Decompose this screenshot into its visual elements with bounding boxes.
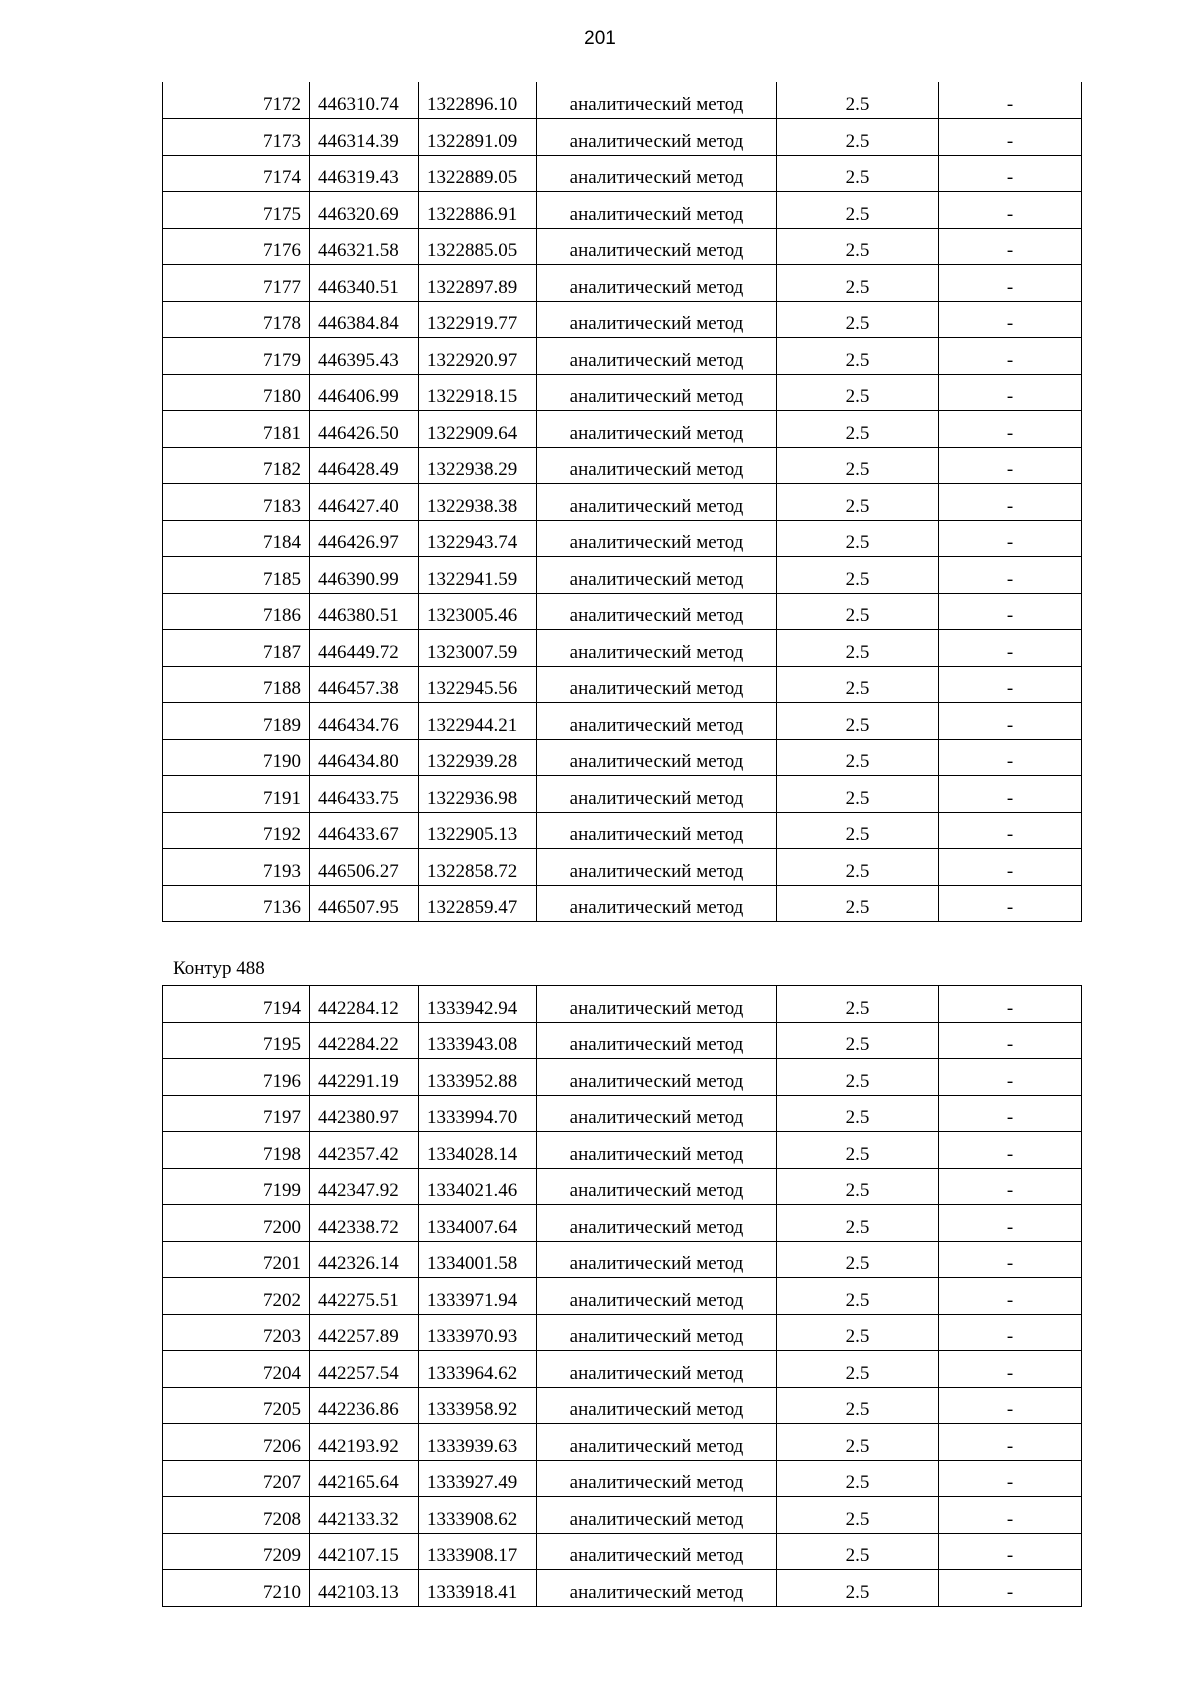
accuracy-cell: 2.5 bbox=[777, 374, 939, 411]
table-row bbox=[163, 849, 1082, 886]
point-number-cell: 7210 bbox=[163, 1570, 310, 1607]
point-number-cell: 7190 bbox=[163, 739, 310, 776]
accuracy-cell: 2.5 bbox=[777, 1132, 939, 1169]
accuracy-cell: 2.5 bbox=[777, 155, 939, 192]
x-coordinate-cell: 446457.38 bbox=[310, 666, 419, 703]
x-coordinate-cell: 442291.19 bbox=[310, 1059, 419, 1096]
x-coordinate-cell: 442380.97 bbox=[310, 1095, 419, 1132]
method-cell: аналитический метод bbox=[537, 1497, 777, 1534]
x-coordinate-cell: 446506.27 bbox=[310, 849, 419, 886]
accuracy-cell: 2.5 bbox=[777, 1278, 939, 1315]
table-row bbox=[163, 338, 1082, 375]
accuracy-cell: 2.5 bbox=[777, 1095, 939, 1132]
x-coordinate-cell: 446319.43 bbox=[310, 155, 419, 192]
method-cell: аналитический метод bbox=[537, 1460, 777, 1497]
x-coordinate-cell: 446384.84 bbox=[310, 301, 419, 338]
y-coordinate-cell: 1333970.93 bbox=[419, 1314, 537, 1351]
description-cell: - bbox=[939, 1387, 1082, 1424]
point-number-cell: 7195 bbox=[163, 1022, 310, 1059]
point-number-cell: 7185 bbox=[163, 557, 310, 594]
accuracy-cell: 2.5 bbox=[777, 228, 939, 265]
description-cell: - bbox=[939, 986, 1082, 1023]
x-coordinate-cell: 446449.72 bbox=[310, 630, 419, 667]
point-number-cell: 7198 bbox=[163, 1132, 310, 1169]
accuracy-cell: 2.5 bbox=[777, 520, 939, 557]
accuracy-cell: 2.5 bbox=[777, 593, 939, 630]
y-coordinate-cell: 1333971.94 bbox=[419, 1278, 537, 1315]
y-coordinate-cell: 1322936.98 bbox=[419, 776, 537, 813]
table-row bbox=[163, 119, 1082, 156]
y-coordinate-cell: 1322938.29 bbox=[419, 447, 537, 484]
point-number-cell: 7199 bbox=[163, 1168, 310, 1205]
accuracy-cell: 2.5 bbox=[777, 630, 939, 667]
y-coordinate-cell: 1333942.94 bbox=[419, 986, 537, 1023]
description-cell: - bbox=[939, 1095, 1082, 1132]
table-row bbox=[163, 1168, 1082, 1205]
point-number-cell: 7191 bbox=[163, 776, 310, 813]
y-coordinate-cell: 1322919.77 bbox=[419, 301, 537, 338]
description-cell: - bbox=[939, 1278, 1082, 1315]
description-cell: - bbox=[939, 885, 1082, 922]
table-row bbox=[163, 192, 1082, 229]
x-coordinate-cell: 446320.69 bbox=[310, 192, 419, 229]
method-cell: аналитический метод bbox=[537, 82, 777, 119]
x-coordinate-cell: 442236.86 bbox=[310, 1387, 419, 1424]
accuracy-cell: 2.5 bbox=[777, 411, 939, 448]
point-number-cell: 7205 bbox=[163, 1387, 310, 1424]
description-cell: - bbox=[939, 1497, 1082, 1534]
method-cell: аналитический метод bbox=[537, 119, 777, 156]
x-coordinate-cell: 442107.15 bbox=[310, 1533, 419, 1570]
table-row bbox=[163, 1241, 1082, 1278]
accuracy-cell: 2.5 bbox=[777, 338, 939, 375]
accuracy-cell: 2.5 bbox=[777, 301, 939, 338]
description-cell: - bbox=[939, 1205, 1082, 1242]
y-coordinate-cell: 1322909.64 bbox=[419, 411, 537, 448]
table-row bbox=[163, 1314, 1082, 1351]
y-coordinate-cell: 1334021.46 bbox=[419, 1168, 537, 1205]
x-coordinate-cell: 446426.97 bbox=[310, 520, 419, 557]
description-cell: - bbox=[939, 1059, 1082, 1096]
point-number-cell: 7193 bbox=[163, 849, 310, 886]
y-coordinate-cell: 1322858.72 bbox=[419, 849, 537, 886]
y-coordinate-cell: 1322886.91 bbox=[419, 192, 537, 229]
point-number-cell: 7203 bbox=[163, 1314, 310, 1351]
table-row bbox=[163, 520, 1082, 557]
accuracy-cell: 2.5 bbox=[777, 1570, 939, 1607]
method-cell: аналитический метод bbox=[537, 703, 777, 740]
x-coordinate-cell: 446427.40 bbox=[310, 484, 419, 521]
description-cell: - bbox=[939, 1351, 1082, 1388]
accuracy-cell: 2.5 bbox=[777, 1351, 939, 1388]
method-cell: аналитический метод bbox=[537, 374, 777, 411]
x-coordinate-cell: 446507.95 bbox=[310, 885, 419, 922]
table-row bbox=[163, 447, 1082, 484]
y-coordinate-cell: 1333958.92 bbox=[419, 1387, 537, 1424]
table-row bbox=[163, 228, 1082, 265]
table-row bbox=[163, 484, 1082, 521]
method-cell: аналитический метод bbox=[537, 192, 777, 229]
point-number-cell: 7179 bbox=[163, 338, 310, 375]
point-number-cell: 7186 bbox=[163, 593, 310, 630]
point-number-cell: 7204 bbox=[163, 1351, 310, 1388]
table-row bbox=[163, 301, 1082, 338]
x-coordinate-cell: 442284.22 bbox=[310, 1022, 419, 1059]
description-cell: - bbox=[939, 1132, 1082, 1169]
table-row bbox=[163, 1424, 1082, 1461]
accuracy-cell: 2.5 bbox=[777, 1424, 939, 1461]
description-cell: - bbox=[939, 776, 1082, 813]
description-cell: - bbox=[939, 557, 1082, 594]
x-coordinate-cell: 446390.99 bbox=[310, 557, 419, 594]
table-row bbox=[163, 885, 1082, 922]
accuracy-cell: 2.5 bbox=[777, 1168, 939, 1205]
method-cell: аналитический метод bbox=[537, 155, 777, 192]
point-number-cell: 7201 bbox=[163, 1241, 310, 1278]
x-coordinate-cell: 442347.92 bbox=[310, 1168, 419, 1205]
table-row bbox=[163, 1351, 1082, 1388]
point-number-cell: 7173 bbox=[163, 119, 310, 156]
table-row bbox=[163, 1205, 1082, 1242]
x-coordinate-cell: 446380.51 bbox=[310, 593, 419, 630]
description-cell: - bbox=[939, 1022, 1082, 1059]
accuracy-cell: 2.5 bbox=[777, 1533, 939, 1570]
y-coordinate-cell: 1322918.15 bbox=[419, 374, 537, 411]
table-row bbox=[163, 1022, 1082, 1059]
method-cell: аналитический метод bbox=[537, 1424, 777, 1461]
table-row bbox=[163, 1460, 1082, 1497]
accuracy-cell: 2.5 bbox=[777, 666, 939, 703]
table-row bbox=[163, 1533, 1082, 1570]
method-cell: аналитический метод bbox=[537, 812, 777, 849]
y-coordinate-cell: 1333952.88 bbox=[419, 1059, 537, 1096]
method-cell: аналитический метод bbox=[537, 301, 777, 338]
point-number-cell: 7175 bbox=[163, 192, 310, 229]
x-coordinate-cell: 442193.92 bbox=[310, 1424, 419, 1461]
point-number-cell: 7182 bbox=[163, 447, 310, 484]
description-cell: - bbox=[939, 1241, 1082, 1278]
table-row bbox=[163, 1387, 1082, 1424]
point-number-cell: 7200 bbox=[163, 1205, 310, 1242]
method-cell: аналитический метод bbox=[537, 1387, 777, 1424]
table-row bbox=[163, 1132, 1082, 1169]
x-coordinate-cell: 446426.50 bbox=[310, 411, 419, 448]
point-number-cell: 7172 bbox=[163, 82, 310, 119]
y-coordinate-cell: 1322920.97 bbox=[419, 338, 537, 375]
point-number-cell: 7180 bbox=[163, 374, 310, 411]
point-number-cell: 7176 bbox=[163, 228, 310, 265]
description-cell: - bbox=[939, 192, 1082, 229]
y-coordinate-cell: 1322885.05 bbox=[419, 228, 537, 265]
table-row bbox=[163, 739, 1082, 776]
method-cell: аналитический метод bbox=[537, 1351, 777, 1388]
x-coordinate-cell: 446428.49 bbox=[310, 447, 419, 484]
accuracy-cell: 2.5 bbox=[777, 1497, 939, 1534]
method-cell: аналитический метод bbox=[537, 1022, 777, 1059]
section-label-contour-488: Контур 488 bbox=[173, 958, 265, 979]
table-row bbox=[163, 1497, 1082, 1534]
accuracy-cell: 2.5 bbox=[777, 1022, 939, 1059]
y-coordinate-cell: 1322891.09 bbox=[419, 119, 537, 156]
method-cell: аналитический метод bbox=[537, 885, 777, 922]
y-coordinate-cell: 1334007.64 bbox=[419, 1205, 537, 1242]
point-number-cell: 7196 bbox=[163, 1059, 310, 1096]
y-coordinate-cell: 1333943.08 bbox=[419, 1022, 537, 1059]
x-coordinate-cell: 442257.54 bbox=[310, 1351, 419, 1388]
x-coordinate-cell: 442284.12 bbox=[310, 986, 419, 1023]
point-number-cell: 7136 bbox=[163, 885, 310, 922]
description-cell: - bbox=[939, 484, 1082, 521]
table-row bbox=[163, 1059, 1082, 1096]
x-coordinate-cell: 446433.75 bbox=[310, 776, 419, 813]
description-cell: - bbox=[939, 739, 1082, 776]
description-cell: - bbox=[939, 265, 1082, 302]
table-row bbox=[163, 1278, 1082, 1315]
point-number-cell: 7187 bbox=[163, 630, 310, 667]
accuracy-cell: 2.5 bbox=[777, 986, 939, 1023]
y-coordinate-cell: 1334028.14 bbox=[419, 1132, 537, 1169]
accuracy-cell: 2.5 bbox=[777, 192, 939, 229]
method-cell: аналитический метод bbox=[537, 1168, 777, 1205]
method-cell: аналитический метод bbox=[537, 1059, 777, 1096]
table-row bbox=[163, 666, 1082, 703]
method-cell: аналитический метод bbox=[537, 411, 777, 448]
description-cell: - bbox=[939, 411, 1082, 448]
x-coordinate-cell: 446395.43 bbox=[310, 338, 419, 375]
accuracy-cell: 2.5 bbox=[777, 1314, 939, 1351]
description-cell: - bbox=[939, 630, 1082, 667]
accuracy-cell: 2.5 bbox=[777, 447, 939, 484]
table-row bbox=[163, 703, 1082, 740]
method-cell: аналитический метод bbox=[537, 557, 777, 594]
description-cell: - bbox=[939, 1570, 1082, 1607]
accuracy-cell: 2.5 bbox=[777, 119, 939, 156]
page-number: 201 bbox=[584, 28, 616, 49]
accuracy-cell: 2.5 bbox=[777, 703, 939, 740]
description-cell: - bbox=[939, 119, 1082, 156]
y-coordinate-cell: 1334001.58 bbox=[419, 1241, 537, 1278]
method-cell: аналитический метод bbox=[537, 849, 777, 886]
x-coordinate-cell: 442257.89 bbox=[310, 1314, 419, 1351]
description-cell: - bbox=[939, 812, 1082, 849]
description-cell: - bbox=[939, 666, 1082, 703]
y-coordinate-cell: 1322859.47 bbox=[419, 885, 537, 922]
table-row bbox=[163, 374, 1082, 411]
x-coordinate-cell: 442275.51 bbox=[310, 1278, 419, 1315]
description-cell: - bbox=[939, 301, 1082, 338]
y-coordinate-cell: 1323007.59 bbox=[419, 630, 537, 667]
y-coordinate-cell: 1333908.62 bbox=[419, 1497, 537, 1534]
description-cell: - bbox=[939, 1168, 1082, 1205]
method-cell: аналитический метод bbox=[537, 228, 777, 265]
point-number-cell: 7188 bbox=[163, 666, 310, 703]
description-cell: - bbox=[939, 1533, 1082, 1570]
table-row bbox=[163, 812, 1082, 849]
accuracy-cell: 2.5 bbox=[777, 1460, 939, 1497]
description-cell: - bbox=[939, 849, 1082, 886]
point-number-cell: 7207 bbox=[163, 1460, 310, 1497]
x-coordinate-cell: 442326.14 bbox=[310, 1241, 419, 1278]
x-coordinate-cell: 442103.13 bbox=[310, 1570, 419, 1607]
x-coordinate-cell: 446340.51 bbox=[310, 265, 419, 302]
y-coordinate-cell: 1322938.38 bbox=[419, 484, 537, 521]
description-cell: - bbox=[939, 520, 1082, 557]
description-cell: - bbox=[939, 1460, 1082, 1497]
y-coordinate-cell: 1322939.28 bbox=[419, 739, 537, 776]
coordinates-table-contour-488 bbox=[162, 985, 1082, 1607]
table-row bbox=[163, 411, 1082, 448]
method-cell: аналитический метод bbox=[537, 484, 777, 521]
x-coordinate-cell: 446434.76 bbox=[310, 703, 419, 740]
method-cell: аналитический метод bbox=[537, 1570, 777, 1607]
description-cell: - bbox=[939, 338, 1082, 375]
description-cell: - bbox=[939, 447, 1082, 484]
accuracy-cell: 2.5 bbox=[777, 557, 939, 594]
point-number-cell: 7209 bbox=[163, 1533, 310, 1570]
accuracy-cell: 2.5 bbox=[777, 812, 939, 849]
method-cell: аналитический метод bbox=[537, 520, 777, 557]
table-row bbox=[163, 630, 1082, 667]
x-coordinate-cell: 446406.99 bbox=[310, 374, 419, 411]
point-number-cell: 7174 bbox=[163, 155, 310, 192]
description-cell: - bbox=[939, 155, 1082, 192]
point-number-cell: 7178 bbox=[163, 301, 310, 338]
y-coordinate-cell: 1322941.59 bbox=[419, 557, 537, 594]
method-cell: аналитический метод bbox=[537, 666, 777, 703]
description-cell: - bbox=[939, 703, 1082, 740]
description-cell: - bbox=[939, 228, 1082, 265]
coordinates-table-continued bbox=[162, 82, 1082, 922]
method-cell: аналитический метод bbox=[537, 1533, 777, 1570]
accuracy-cell: 2.5 bbox=[777, 776, 939, 813]
point-number-cell: 7189 bbox=[163, 703, 310, 740]
method-cell: аналитический метод bbox=[537, 630, 777, 667]
method-cell: аналитический метод bbox=[537, 447, 777, 484]
y-coordinate-cell: 1322889.05 bbox=[419, 155, 537, 192]
accuracy-cell: 2.5 bbox=[777, 885, 939, 922]
accuracy-cell: 2.5 bbox=[777, 849, 939, 886]
table-row bbox=[163, 82, 1082, 119]
y-coordinate-cell: 1333994.70 bbox=[419, 1095, 537, 1132]
y-coordinate-cell: 1333908.17 bbox=[419, 1533, 537, 1570]
point-number-cell: 7202 bbox=[163, 1278, 310, 1315]
y-coordinate-cell: 1333939.63 bbox=[419, 1424, 537, 1461]
method-cell: аналитический метод bbox=[537, 338, 777, 375]
table-row bbox=[163, 1095, 1082, 1132]
method-cell: аналитический метод bbox=[537, 1132, 777, 1169]
accuracy-cell: 2.5 bbox=[777, 484, 939, 521]
x-coordinate-cell: 446433.67 bbox=[310, 812, 419, 849]
point-number-cell: 7197 bbox=[163, 1095, 310, 1132]
y-coordinate-cell: 1333918.41 bbox=[419, 1570, 537, 1607]
point-number-cell: 7192 bbox=[163, 812, 310, 849]
table-row bbox=[163, 1570, 1082, 1607]
method-cell: аналитический метод bbox=[537, 1278, 777, 1315]
y-coordinate-cell: 1322897.89 bbox=[419, 265, 537, 302]
table-row bbox=[163, 557, 1082, 594]
y-coordinate-cell: 1323005.46 bbox=[419, 593, 537, 630]
method-cell: аналитический метод bbox=[537, 593, 777, 630]
method-cell: аналитический метод bbox=[537, 265, 777, 302]
point-number-cell: 7194 bbox=[163, 986, 310, 1023]
method-cell: аналитический метод bbox=[537, 776, 777, 813]
x-coordinate-cell: 446310.74 bbox=[310, 82, 419, 119]
x-coordinate-cell: 442133.32 bbox=[310, 1497, 419, 1534]
x-coordinate-cell: 446314.39 bbox=[310, 119, 419, 156]
y-coordinate-cell: 1322944.21 bbox=[419, 703, 537, 740]
accuracy-cell: 2.5 bbox=[777, 265, 939, 302]
description-cell: - bbox=[939, 82, 1082, 119]
y-coordinate-cell: 1322945.56 bbox=[419, 666, 537, 703]
point-number-cell: 7206 bbox=[163, 1424, 310, 1461]
accuracy-cell: 2.5 bbox=[777, 1241, 939, 1278]
y-coordinate-cell: 1322905.13 bbox=[419, 812, 537, 849]
description-cell: - bbox=[939, 593, 1082, 630]
x-coordinate-cell: 446434.80 bbox=[310, 739, 419, 776]
method-cell: аналитический метод bbox=[537, 1205, 777, 1242]
y-coordinate-cell: 1322896.10 bbox=[419, 82, 537, 119]
accuracy-cell: 2.5 bbox=[777, 739, 939, 776]
accuracy-cell: 2.5 bbox=[777, 1059, 939, 1096]
point-number-cell: 7181 bbox=[163, 411, 310, 448]
description-cell: - bbox=[939, 1424, 1082, 1461]
accuracy-cell: 2.5 bbox=[777, 82, 939, 119]
y-coordinate-cell: 1322943.74 bbox=[419, 520, 537, 557]
method-cell: аналитический метод bbox=[537, 1241, 777, 1278]
accuracy-cell: 2.5 bbox=[777, 1387, 939, 1424]
y-coordinate-cell: 1333964.62 bbox=[419, 1351, 537, 1388]
x-coordinate-cell: 442338.72 bbox=[310, 1205, 419, 1242]
point-number-cell: 7208 bbox=[163, 1497, 310, 1534]
x-coordinate-cell: 446321.58 bbox=[310, 228, 419, 265]
method-cell: аналитический метод bbox=[537, 739, 777, 776]
method-cell: аналитический метод bbox=[537, 1095, 777, 1132]
table-row bbox=[163, 265, 1082, 302]
table-row bbox=[163, 593, 1082, 630]
point-number-cell: 7183 bbox=[163, 484, 310, 521]
accuracy-cell: 2.5 bbox=[777, 1205, 939, 1242]
table-row bbox=[163, 986, 1082, 1023]
description-cell: - bbox=[939, 374, 1082, 411]
y-coordinate-cell: 1333927.49 bbox=[419, 1460, 537, 1497]
method-cell: аналитический метод bbox=[537, 986, 777, 1023]
point-number-cell: 7184 bbox=[163, 520, 310, 557]
description-cell: - bbox=[939, 1314, 1082, 1351]
table-row bbox=[163, 776, 1082, 813]
method-cell: аналитический метод bbox=[537, 1314, 777, 1351]
x-coordinate-cell: 442165.64 bbox=[310, 1460, 419, 1497]
x-coordinate-cell: 442357.42 bbox=[310, 1132, 419, 1169]
point-number-cell: 7177 bbox=[163, 265, 310, 302]
table-row bbox=[163, 155, 1082, 192]
